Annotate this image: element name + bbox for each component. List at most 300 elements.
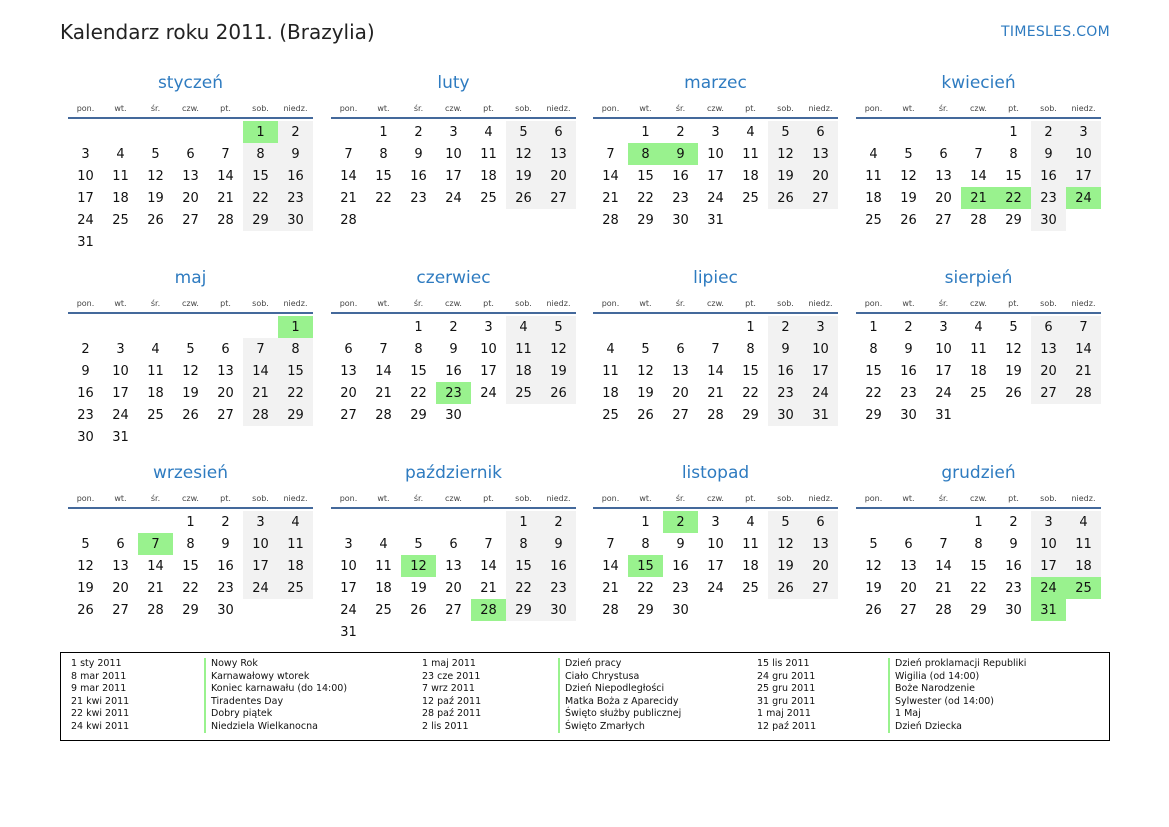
empty-cell (278, 426, 313, 448)
day-cell: 5 (768, 121, 803, 143)
day-cell: 27 (541, 187, 576, 209)
day-cell: 27 (340, 407, 357, 423)
day-cell: 9 (904, 341, 913, 357)
weekday-header: pon. (68, 99, 103, 118)
day-cell: 5 (414, 536, 423, 552)
day-cell: 8 (278, 338, 313, 360)
day-cell: 19 (147, 190, 164, 206)
holiday-list (60, 652, 1110, 741)
day-cell: 17 (1031, 555, 1066, 577)
weekday-header: niedz. (541, 99, 576, 118)
day-cell: 31 (707, 212, 724, 228)
day-cell: 15 (637, 168, 654, 184)
weekday-header: pon. (593, 99, 628, 118)
day-cell: 22 (865, 385, 882, 401)
day-cell: 19 (541, 360, 576, 382)
day-cell: 22 (742, 385, 759, 401)
day-cell: 9 (221, 536, 230, 552)
weekday-header: pt. (733, 294, 768, 313)
weekday-header: czw. (173, 99, 208, 118)
day-cell: 19 (77, 580, 94, 596)
weekday-header: wt. (628, 99, 663, 118)
weekday-header: śr. (138, 99, 173, 118)
empty-cell (733, 599, 768, 621)
day-cell: 16 (541, 555, 576, 577)
day-cell: 6 (939, 146, 948, 162)
day-cell: 17 (340, 580, 357, 596)
day-cell: 2 (221, 514, 230, 530)
day-cell: 14 (707, 363, 724, 379)
weekday-header: czw. (436, 294, 471, 313)
month-table (68, 99, 313, 253)
weekday-header: pon. (593, 489, 628, 508)
day-cell: 13 (112, 558, 129, 574)
day-cell: 15 (278, 360, 313, 382)
day-cell: 12 (506, 143, 541, 165)
weekday-header: wt. (103, 489, 138, 508)
day-cell: 3 (1031, 511, 1066, 533)
holiday-name: Wigilia (od 14:00) (888, 671, 1026, 684)
empty-cell (891, 511, 926, 533)
weekday-header: pon. (856, 489, 891, 508)
weekday-header: wt. (103, 294, 138, 313)
weekday-header: sob. (243, 294, 278, 313)
day-cell: 9 (541, 533, 576, 555)
day-cell: 6 (186, 146, 195, 162)
empty-cell (891, 121, 926, 143)
empty-cell (856, 121, 891, 143)
day-cell: 15 (628, 555, 663, 577)
day-cell: 2 (414, 124, 423, 140)
day-cell: 9 (449, 341, 458, 357)
month-table (856, 99, 1101, 231)
day-cell: 15 (506, 555, 541, 577)
day-cell: 24 (707, 580, 724, 596)
weekday-header: pt. (996, 99, 1031, 118)
weekday-header: pt. (208, 489, 243, 508)
day-cell: 1 (746, 319, 755, 335)
day-cell: 21 (340, 190, 357, 206)
holiday-name: Matka Boża z Aparecidy (558, 696, 681, 709)
day-cell: 20 (217, 385, 234, 401)
day-cell: 21 (707, 385, 724, 401)
day-cell: 15 (970, 558, 987, 574)
month-block (68, 462, 313, 621)
weekday-header: śr. (926, 489, 961, 508)
empty-cell (1066, 404, 1101, 426)
day-cell: 10 (707, 536, 724, 552)
day-cell: 8 (1009, 146, 1018, 162)
empty-cell (243, 231, 278, 253)
day-cell: 17 (243, 555, 278, 577)
day-cell: 14 (602, 168, 619, 184)
holiday-date: 12 paź 2011 (422, 695, 482, 707)
day-cell: 4 (116, 146, 125, 162)
day-cell: 13 (803, 533, 838, 555)
day-cell: 2 (1031, 121, 1066, 143)
day-cell: 17 (707, 168, 724, 184)
holiday-name-column (204, 658, 347, 733)
holiday-date: 1 sty 2011 (71, 658, 122, 669)
weekday-header: czw. (173, 294, 208, 313)
day-cell: 27 (445, 602, 462, 618)
day-cell: 12 (768, 533, 803, 555)
day-cell: 1 (641, 514, 650, 530)
day-cell: 1 (278, 316, 313, 338)
day-cell: 17 (935, 363, 952, 379)
day-cell: 3 (344, 536, 353, 552)
day-cell: 8 (186, 536, 195, 552)
day-cell: 25 (147, 407, 164, 423)
day-cell: 25 (742, 580, 759, 596)
day-cell: 20 (445, 580, 462, 596)
empty-cell (593, 316, 628, 338)
empty-cell (208, 426, 243, 448)
day-cell: 5 (81, 536, 90, 552)
empty-cell (401, 511, 436, 533)
day-cell: 24 (112, 407, 129, 423)
day-cell: 22 (243, 187, 278, 209)
month-table (331, 294, 576, 426)
weekday-header: pt. (208, 99, 243, 118)
day-cell: 20 (1031, 360, 1066, 382)
day-cell: 28 (340, 212, 357, 228)
month-name: czerwiec (416, 268, 491, 288)
day-cell: 28 (935, 602, 952, 618)
empty-cell (103, 121, 138, 143)
weekday-header: pt. (208, 294, 243, 313)
month-name: wrzesień (152, 463, 229, 483)
weekday-header: śr. (138, 489, 173, 508)
day-cell: 28 (707, 407, 724, 423)
holiday-name: Tiradentes Day (204, 696, 347, 709)
day-cell: 26 (147, 212, 164, 228)
day-cell: 20 (112, 580, 129, 596)
day-cell: 18 (1066, 555, 1101, 577)
month-name: sierpień (944, 268, 1013, 288)
empty-cell (173, 231, 208, 253)
day-cell: 5 (904, 146, 913, 162)
holiday-name-column (558, 658, 681, 733)
empty-cell (1066, 209, 1101, 231)
day-cell: 10 (112, 363, 129, 379)
empty-cell (208, 121, 243, 143)
weekday-header: wt. (628, 294, 663, 313)
day-cell: 31 (1031, 599, 1066, 621)
day-cell: 17 (803, 360, 838, 382)
day-cell: 25 (278, 577, 313, 599)
day-cell: 12 (182, 363, 199, 379)
day-cell: 8 (243, 143, 278, 165)
day-cell: 19 (768, 165, 803, 187)
day-cell: 14 (1066, 338, 1101, 360)
day-cell: 23 (217, 580, 234, 596)
day-cell: 15 (375, 168, 392, 184)
holiday-name: Dzień proklamacji Republiki (888, 658, 1026, 671)
weekday-header: sob. (1031, 489, 1066, 508)
weekday-header: wt. (366, 294, 401, 313)
empty-cell (436, 621, 471, 643)
day-cell: 21 (935, 580, 952, 596)
weekday-header: wt. (366, 489, 401, 508)
day-cell: 27 (803, 577, 838, 599)
day-cell: 19 (506, 165, 541, 187)
day-cell: 15 (865, 363, 882, 379)
weekday-header: czw. (173, 489, 208, 508)
day-cell: 4 (278, 511, 313, 533)
day-cell: 18 (278, 555, 313, 577)
day-cell: 9 (414, 146, 423, 162)
day-cell: 3 (939, 319, 948, 335)
empty-cell (103, 316, 138, 338)
empty-cell (506, 404, 541, 426)
day-cell: 10 (1066, 143, 1101, 165)
day-cell: 31 (340, 624, 357, 640)
day-cell: 4 (1066, 511, 1101, 533)
weekday-header: niedz. (541, 294, 576, 313)
day-cell: 22 (506, 577, 541, 599)
day-cell: 4 (746, 514, 755, 530)
day-cell: 7 (1066, 316, 1101, 338)
day-cell: 18 (375, 580, 392, 596)
weekday-header: wt. (891, 489, 926, 508)
holiday-date-column (757, 658, 816, 733)
empty-cell (138, 231, 173, 253)
day-cell: 6 (449, 536, 458, 552)
day-cell: 7 (606, 536, 615, 552)
day-cell: 30 (768, 404, 803, 426)
day-cell: 21 (602, 190, 619, 206)
day-cell: 29 (506, 599, 541, 621)
day-cell: 27 (803, 187, 838, 209)
day-cell: 23 (541, 577, 576, 599)
weekday-header: niedz. (803, 294, 838, 313)
day-cell: 12 (637, 363, 654, 379)
day-cell: 17 (1066, 165, 1101, 187)
day-cell: 13 (217, 363, 234, 379)
weekday-header: śr. (663, 489, 698, 508)
day-cell: 5 (186, 341, 195, 357)
holiday-name: Dzień Dziecka (888, 721, 1026, 734)
day-cell: 29 (410, 407, 427, 423)
month-block (593, 462, 838, 621)
day-cell: 22 (375, 190, 392, 206)
day-cell: 2 (449, 319, 458, 335)
holiday-name: Dzień Niepodległości (558, 683, 681, 696)
day-cell: 7 (344, 146, 353, 162)
day-cell: 8 (379, 146, 388, 162)
day-cell: 26 (637, 407, 654, 423)
day-cell: 31 (112, 429, 129, 445)
weekday-header: niedz. (278, 294, 313, 313)
day-cell: 8 (628, 143, 663, 165)
empty-cell (436, 511, 471, 533)
day-cell: 22 (970, 580, 987, 596)
day-cell: 27 (935, 212, 952, 228)
day-cell: 24 (803, 382, 838, 404)
weekday-header: niedz. (278, 99, 313, 118)
empty-cell (541, 209, 576, 231)
day-cell: 30 (900, 407, 917, 423)
day-cell: 23 (900, 385, 917, 401)
day-cell: 26 (768, 577, 803, 599)
empty-cell (961, 121, 996, 143)
day-cell: 4 (506, 316, 541, 338)
month-name: marzec (684, 73, 747, 93)
day-cell: 29 (970, 602, 987, 618)
day-cell: 6 (676, 341, 685, 357)
day-cell: 16 (217, 558, 234, 574)
day-cell: 1 (186, 514, 195, 530)
day-cell: 6 (541, 121, 576, 143)
day-cell: 30 (541, 599, 576, 621)
day-cell: 5 (541, 316, 576, 338)
day-cell: 2 (768, 316, 803, 338)
day-cell: 30 (672, 212, 689, 228)
empty-cell (663, 316, 698, 338)
day-cell: 31 (803, 404, 838, 426)
day-cell: 1 (974, 514, 983, 530)
day-cell: 3 (81, 146, 90, 162)
weekday-header: pon. (856, 99, 891, 118)
day-cell: 24 (243, 577, 278, 599)
weekday-header: niedz. (803, 99, 838, 118)
weekday-header: pon. (593, 294, 628, 313)
holiday-date: 12 paź 2011 (757, 720, 817, 732)
weekday-header: pon. (331, 294, 366, 313)
day-cell: 10 (340, 558, 357, 574)
day-cell: 20 (672, 385, 689, 401)
day-cell: 3 (484, 319, 493, 335)
weekday-header: pon. (331, 99, 366, 118)
empty-cell (541, 404, 576, 426)
day-cell: 2 (81, 341, 90, 357)
day-cell: 25 (602, 407, 619, 423)
day-cell: 12 (77, 558, 94, 574)
day-cell: 3 (711, 124, 720, 140)
weekday-header: pon. (856, 294, 891, 313)
day-cell: 16 (768, 360, 803, 382)
empty-cell (366, 316, 401, 338)
day-cell: 17 (445, 168, 462, 184)
month-name: lipiec (693, 268, 738, 288)
day-cell: 18 (970, 363, 987, 379)
day-cell: 24 (1031, 577, 1066, 599)
day-cell: 16 (672, 168, 689, 184)
day-cell: 14 (602, 558, 619, 574)
day-cell: 29 (1005, 212, 1022, 228)
day-cell: 28 (602, 602, 619, 618)
day-cell: 13 (1031, 338, 1066, 360)
month-name: styczeń (157, 73, 224, 93)
month-block (331, 267, 576, 426)
empty-cell (68, 316, 103, 338)
day-cell: 29 (742, 407, 759, 423)
weekday-header: sob. (243, 489, 278, 508)
day-cell: 24 (445, 190, 462, 206)
day-cell: 30 (278, 209, 313, 231)
site-link[interactable]: TIMESLES.COM (1001, 24, 1110, 40)
day-cell: 18 (865, 190, 882, 206)
weekday-header: wt. (366, 99, 401, 118)
empty-cell (173, 316, 208, 338)
holiday-date: 25 gru 2011 (757, 683, 816, 694)
empty-cell (103, 231, 138, 253)
day-cell: 5 (768, 511, 803, 533)
empty-cell (996, 404, 1031, 426)
month-block (593, 267, 838, 426)
holiday-name: Dobry piątek (204, 708, 347, 721)
weekday-header: niedz. (803, 489, 838, 508)
weekday-header: wt. (891, 99, 926, 118)
day-cell: 16 (410, 168, 427, 184)
day-cell: 18 (506, 360, 541, 382)
day-cell: 30 (1005, 602, 1022, 618)
weekday-header: pt. (471, 99, 506, 118)
holiday-date: 15 lis 2011 (757, 658, 810, 669)
empty-cell (243, 426, 278, 448)
day-cell: 8 (641, 536, 650, 552)
day-cell: 23 (672, 190, 689, 206)
empty-cell (173, 121, 208, 143)
empty-cell (103, 511, 138, 533)
holiday-name: Boże Narodzenie (888, 683, 1026, 696)
day-cell: 23 (278, 187, 313, 209)
day-cell: 26 (541, 382, 576, 404)
day-cell: 25 (970, 385, 987, 401)
weekday-header: śr. (401, 489, 436, 508)
day-cell: 25 (742, 190, 759, 206)
empty-cell (768, 599, 803, 621)
day-cell: 16 (900, 363, 917, 379)
day-cell: 28 (147, 602, 164, 618)
holiday-date: 24 kwi 2011 (71, 720, 130, 732)
day-cell: 26 (506, 187, 541, 209)
day-cell: 27 (900, 602, 917, 618)
weekday-header: niedz. (1066, 489, 1101, 508)
day-cell: 28 (970, 212, 987, 228)
day-cell: 14 (375, 363, 392, 379)
day-cell: 10 (77, 168, 94, 184)
day-cell: 17 (77, 190, 94, 206)
day-cell: 25 (375, 602, 392, 618)
day-cell: 22 (996, 187, 1031, 209)
day-cell: 25 (112, 212, 129, 228)
day-cell: 13 (803, 143, 838, 165)
day-cell: 6 (344, 341, 353, 357)
day-cell: 17 (112, 385, 129, 401)
day-cell: 5 (506, 121, 541, 143)
day-cell: 28 (217, 212, 234, 228)
day-cell: 15 (1005, 168, 1022, 184)
weekday-header: sob. (243, 99, 278, 118)
day-cell: 2 (663, 511, 698, 533)
holiday-date: 1 maj 2011 (757, 708, 811, 719)
day-cell: 11 (1066, 533, 1101, 555)
day-cell: 21 (480, 580, 497, 596)
day-cell: 27 (217, 407, 234, 423)
day-cell: 19 (182, 385, 199, 401)
month-block (331, 462, 576, 643)
day-cell: 1 (506, 511, 541, 533)
day-cell: 1 (414, 319, 423, 335)
empty-cell (208, 231, 243, 253)
day-cell: 23 (410, 190, 427, 206)
weekday-header: czw. (436, 99, 471, 118)
day-cell: 7 (221, 146, 230, 162)
month-block (68, 72, 313, 253)
day-cell: 3 (116, 341, 125, 357)
